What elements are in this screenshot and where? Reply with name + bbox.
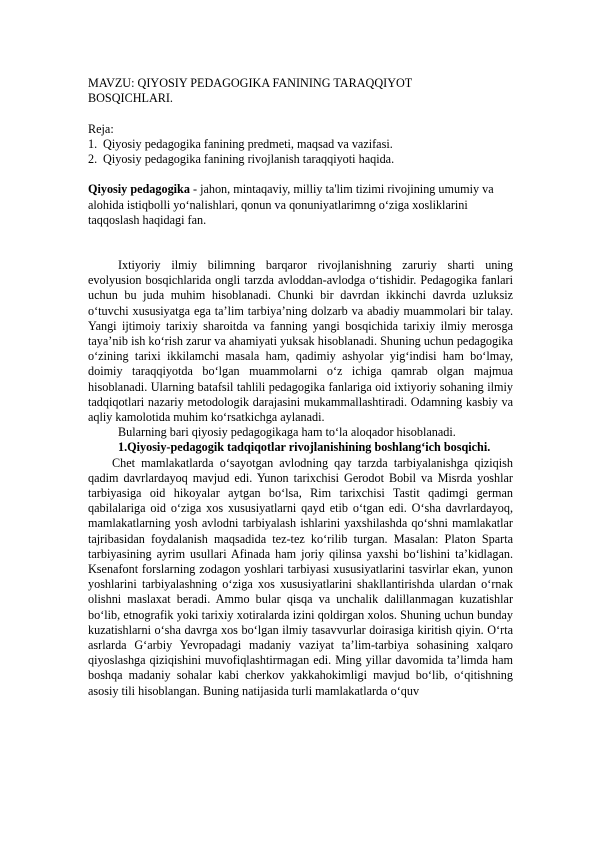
plan-label: Reja: <box>88 121 114 136</box>
body-paragraph-2: Bularning bari qiyosiy pedagogikaga ham to‘la aloqador hisoblanadi. <box>118 425 456 440</box>
body-paragraph-1: Ixtiyoriy ilmiy bilimning barqaror rivojlanishning zaruriy sharti uning evolyusion bosqichlarida ongli tarzda avloddan-avlodga o‘tishidir. Pedagogika fanlari uchun bu juda muhim hisoblanadi. Chunki bir davrdan ikkinchi davrda uzluksiz o‘tuvchi xususiyatga ega ta’lim tarbiya’ning dolzarb va abadiy muammolari bir talay. Yangi ijtimoiy tarixiy sharoitda va fanning yangi bosqichida tarixiy ilmiy merosga taya’nib ish ko‘rish zarur va ahamiyati yuksak hisoblanadi. Shuning uchun pedagogika o‘zining tarixi ikkilamchi masala ham, qadimiy ashyolar yig‘indisi ham bo‘lmay, doimiy taraqqiyotda bo‘lgan muammolarni o‘z ichiga qamrab olgan majmua hisoblanadi. Ularning batafsil tahlili pedagogika fanlariga oid ixtiyoriy sohaning ilmiy tadqiqotlari nazariy metodologik darajasini mukammallashtiradi. Odamning kasbiy va aqliy kamolotida muhim ko‘rsatkichga aylanadi. <box>88 258 513 425</box>
plan-item-text: Qiyosiy pedagogika fanining rivojlanish taraqqiyoti haqida. <box>103 152 395 166</box>
plan-item-text: Qiyosiy pedagogika fanining predmeti, maqsad va vazifasi. <box>103 136 393 151</box>
document-page <box>88 76 513 699</box>
definition-text: - jahon, mintaqaviy, milliy ta'lim tizimi rivojining umumiy va alohida istiqbolli yo‘nalishlari, qonun va qonuniyatlarimng o‘ziga xosliklarini taqqoslash haqidagi fan. <box>88 182 494 227</box>
plan-list <box>88 137 513 167</box>
section-heading: 1.Qiyosiy-pedagogik tadqiqotlar rivojlanishining boshlang‘ich bosqichi. <box>118 440 491 455</box>
plan-item <box>88 152 513 167</box>
spacer <box>88 228 513 258</box>
plan-item-number: 2. <box>88 152 98 166</box>
body-paragraph-3: Chet mamlakatlarda o‘sayotgan avlodning qay tarzda tarbiyalanishga qiziqish qadim davrlardayoq mavjud edi. Yunon tarixchisi Gerodot Bobil va Misrda yoshlar tarbiyasiga oid hikoyalar aytgan bo‘lsa, Rim tarixchisi Tastit qadimgi german qabilalariga oid o‘ziga xos xususiyatlarni qayd etib o‘tgan edi. O‘sha davrlardayoq, mamlakatlarning yosh avlodni tarbiyalash ishlarini yaxshilashda qo‘shni mamlakatlar tajribasidan foydalanish maqsadida tez-tez ko‘rilib turgan. Masalan: Platon Sparta tarbiyasining ayrim usullari Afinada ham joriy qilinsa yaxshi bo‘lishini ta’kidlagan. Ksenafont forslarning zodagon yoshlari tarbiyasi xususiyatlarini tasvirlar ekan, yunon yoshlarini tarbiyalashning o‘ziga xos xususiyatlarini shakllantirishda ulardan o‘rnak olishni maslaxat beradi. Ammo bular qisqa va unchalik dalillanmagan kuzatishlar bo‘lib, etnografik yoki tarixiy xotiralarda izini qoldirgan xolos. Shuning uchun bunday kuzatishlarni o‘sha davrga xos bo‘lgan ilmiy tasavvurlar doirasiga kiritish qiyin. O‘rta asrlarda G‘arbiy Yevropadagi madaniy vaziyat ta’lim-tarbiya sohasining xalqaro qiyoslashga qiziqishini muvofiqlashtirmagan edi. Ming yillar davomida ta’limda ham boshqa madaniy sohalar kabi cherkov yakkahokimligi mavjud bo‘lib, o‘qitishning asosiy tili hisoblangan. Buning natijasida turli mamlakatlarda o‘quv <box>88 455 513 698</box>
spacer <box>88 106 513 121</box>
definition-paragraph <box>88 182 513 228</box>
title-line-1: MAVZU: QIYOSIY PEDAGOGIKA FANINING TARAQQIYOT <box>88 76 413 90</box>
spacer <box>88 167 513 182</box>
title-line-2: BOSQICHLARI. <box>88 91 173 106</box>
definition-term: Qiyosiy pedagogika <box>88 182 190 197</box>
document-title <box>88 76 513 106</box>
plan-item <box>88 137 513 152</box>
plan-item-number: 1. <box>88 136 98 151</box>
